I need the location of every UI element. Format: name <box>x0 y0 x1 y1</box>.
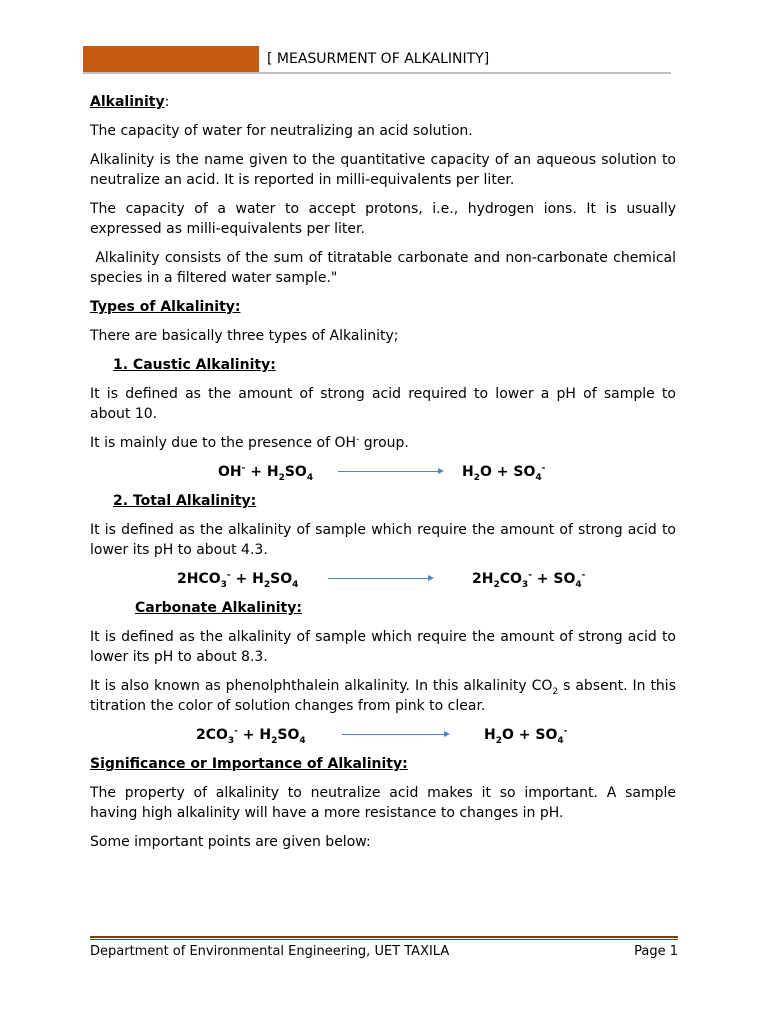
significance-points-intro: Some important points are given below: <box>90 834 371 850</box>
total-heading: 2. Total Alkalinity: <box>113 493 257 509</box>
paragraph-definition: Alkalinity is the name given to the quantitative capacity of an aqueous solution to neutralize an acid. It is reported in milli-equivalents per liter. <box>90 152 676 188</box>
types-intro: There are basically three types of Alkalinity; <box>90 328 399 344</box>
footer-page-number: Page 1 <box>634 944 678 959</box>
header-rule <box>83 72 671 74</box>
equation-total-products: $2H_2CO_3^- + SO_4^-$ <box>472 570 586 590</box>
paragraph-capacity: The capacity of water for neutralizing an acid solution. <box>90 123 473 139</box>
alkalinity-heading: Alkalinity <box>90 94 165 110</box>
equation-carbonate-products: $H_2O + SO_4^-$ <box>484 726 568 746</box>
significance-paragraph: The property of alkalinity to neutralize acid makes it so important. A sample having high alkalinity will have a more resistance to changes in pH. <box>90 785 676 821</box>
caustic-heading: 1. Caustic Alkalinity: <box>113 357 276 373</box>
footer-department: Department of Environmental Engineering, UET TAXILA <box>90 944 450 959</box>
equation-caustic <box>90 462 676 482</box>
equation-total-arrow <box>328 578 432 579</box>
carbonate-heading: Carbonate Alkalinity: <box>135 600 302 616</box>
caustic-oh-group: It is mainly due to the presence of OH- group. <box>90 434 409 451</box>
types-heading: Types of Alkalinity: <box>90 299 241 315</box>
header-title: [ MEASURMENT OF ALKALINITY] <box>267 51 490 67</box>
footer-rule-thin <box>90 939 678 940</box>
equation-total-reactants: $2HCO_3^- + H_2SO_4$ <box>177 570 299 590</box>
alkalinity-heading-line <box>90 92 676 112</box>
footer-rule <box>90 936 678 938</box>
page-footer <box>90 936 678 959</box>
paragraph-protons: The capacity of a water to accept protons, i.e., hydrogen ions. It is usually expressed as milli-equivalents per liter. <box>90 201 676 237</box>
page-header <box>83 46 671 74</box>
equation-caustic-products: $H_2O + SO_4^-$ <box>462 463 546 483</box>
equation-caustic-reactants: $OH^- + H_2SO_4$ <box>218 463 314 483</box>
document-body <box>90 92 681 861</box>
significance-heading: Significance or Importance of Alkalinity: <box>90 756 408 772</box>
carbonate-phenolphthalein: It is also known as phenolphthalein alkalinity. In this alkalinity $CO_2$ s absent. In this titration the color of solution changes from pink to clear. <box>90 678 676 714</box>
equation-carbonate <box>90 725 676 745</box>
equation-carbonate-arrow <box>342 734 448 735</box>
equation-caustic-arrow <box>338 471 442 472</box>
carbonate-definition: It is defined as the alkalinity of sample which require the amount of strong acid to lower its pH to about 8.3. <box>90 629 676 665</box>
alkalinity-heading-colon: : <box>164 94 170 110</box>
equation-carbonate-reactants: $2CO_3^- + H_2SO_4$ <box>196 726 306 746</box>
header-accent-block <box>83 46 259 74</box>
total-definition: It is defined as the alkalinity of sample which require the amount of strong acid to lower its pH to about 4.3. <box>90 522 676 558</box>
equation-total <box>90 569 676 589</box>
caustic-definition: It is defined as the amount of strong acid required to lower a pH of sample to about 10. <box>90 386 676 422</box>
paragraph-composition: Alkalinity consists of the sum of titratable carbonate and non-carbonate chemical species in a filtered water sample." <box>90 250 681 286</box>
